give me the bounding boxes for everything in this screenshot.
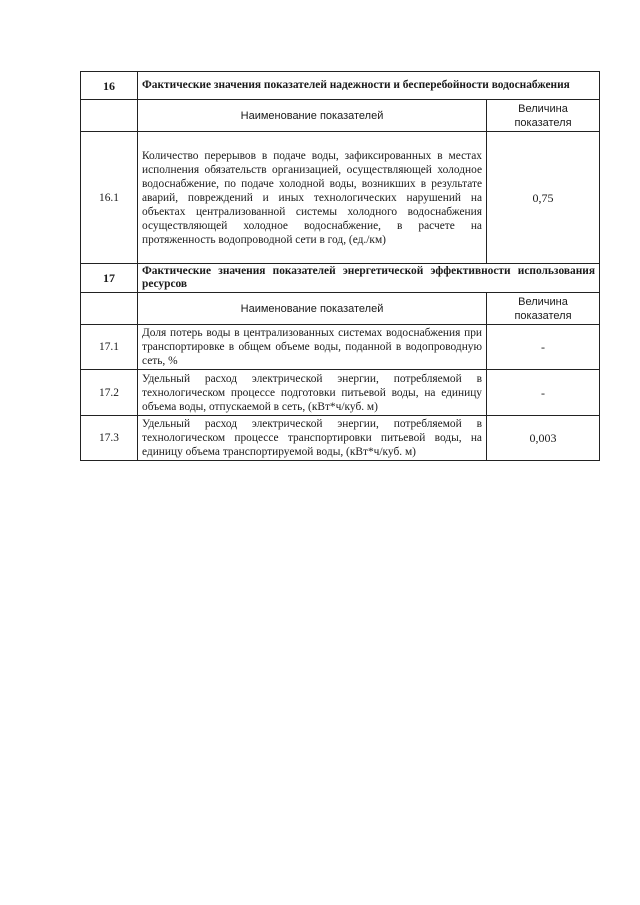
row-value: 0,75	[487, 132, 600, 264]
row-number: 17.3	[81, 416, 138, 461]
row-description: Доля потерь воды в централизованных системах водоснабжения при транспортировке в общем объеме воды, поданной в водопроводную сеть, %	[138, 325, 487, 370]
header-number-cell	[81, 293, 138, 325]
header-value-cell: Величина показателя	[487, 293, 600, 325]
row-value: -	[487, 370, 600, 416]
section-number: 16	[81, 72, 138, 100]
section-16-header-row	[81, 100, 600, 132]
section-title: Фактические значения показателей энергетической эффективности использования ресурсов	[138, 264, 600, 293]
table-row	[81, 370, 600, 416]
row-number: 17.1	[81, 325, 138, 370]
section-17-header-row	[81, 293, 600, 325]
row-value: 0,003	[487, 416, 600, 461]
table-row	[81, 132, 600, 264]
table-row	[81, 325, 600, 370]
section-title: Фактические значения показателей надежности и бесперебойности водоснабжения	[138, 72, 600, 100]
header-number-cell	[81, 100, 138, 132]
row-number: 17.2	[81, 370, 138, 416]
row-value: -	[487, 325, 600, 370]
header-name-cell: Наименование показателей	[138, 293, 487, 325]
section-number: 17	[81, 264, 138, 293]
section-16-title-row	[81, 72, 600, 100]
header-value-cell: Величина показателя	[487, 100, 600, 132]
section-17-title-row	[81, 264, 600, 293]
row-number: 16.1	[81, 132, 138, 264]
header-name-cell: Наименование показателей	[138, 100, 487, 132]
table-row	[81, 416, 600, 461]
row-description: Количество перерывов в подаче воды, зафиксированных в местах исполнения обязательств организацией, осуществляющей холодное водоснабжение, по подаче холодной воды, возникших в результате аварий, повреждений и иных технологических нарушений на объектах централизованной системы холодного водоснабжения осуществляющей холодное водоснабжение, в расчете на протяженность водопроводной сети в год, (ед./км)	[138, 132, 487, 264]
row-description: Удельный расход электрической энергии, потребляемой в технологическом процессе подготовки питьевой воды, на единицу объема воды, отпускаемой в сеть, (кВт*ч/куб. м)	[138, 370, 487, 416]
indicators-table	[80, 71, 600, 461]
document-page	[80, 71, 599, 461]
row-description: Удельный расход электрической энергии, потребляемой в технологическом процессе транспортировки питьевой воды, на единицу объема транспортируемой воды, (кВт*ч/куб. м)	[138, 416, 487, 461]
